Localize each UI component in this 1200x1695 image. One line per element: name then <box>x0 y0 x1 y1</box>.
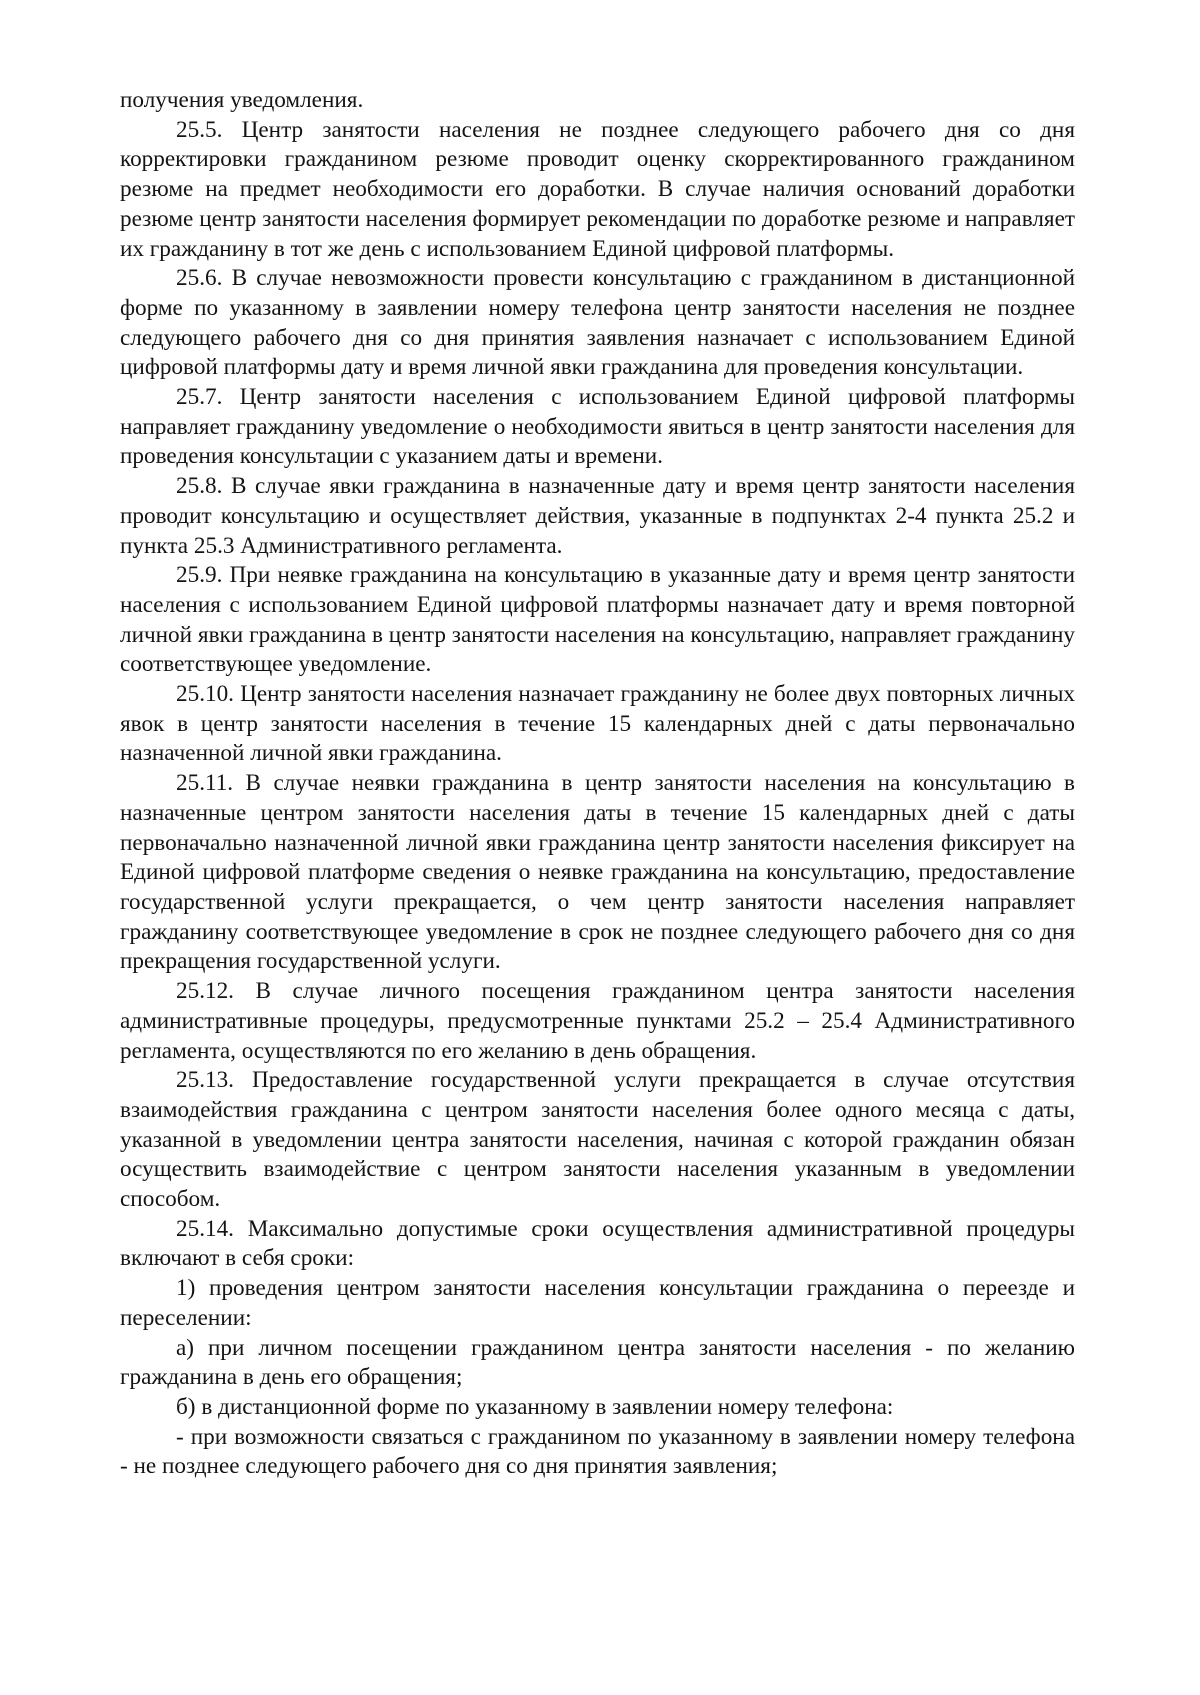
paragraph-25-5: 25.5. Центр занятости населения не позднее следующего рабочего дня со дня корректировки гражданином резюме проводит оценку скорректированного гражданином резюме на предмет необходимости его доработки. В случае наличия оснований доработки резюме центр занятости населения формирует рекомендации по доработке резюме и направляет их гражданину в тот же день с использованием Единой цифровой платформы. <box>120 116 1075 262</box>
document-body <box>120 86 1075 1482</box>
list-item-b: б) в дистанционной форме по указанному в заявлении номеру телефона: <box>176 1393 894 1420</box>
paragraph-25-9: 25.9. При неявке гражданина на консультацию в указанные дату и время центр занятости населения с использованием Единой цифровой платформы назначает дату и время повторной личной явки гражданина в центр занятости населения на консультацию, направляет гражданину соответствующее уведомление. <box>120 562 1075 678</box>
paragraph-25-10: 25.10. Центр занятости населения назначает гражданину не более двух повторных личных явок в центр занятости населения в течение 15 календарных дней с даты первоначально назначенной личной явки гражданина. <box>120 681 1075 767</box>
paragraph-continuation: получения уведомления. <box>120 87 364 113</box>
paragraph-25-8: 25.8. В случае явки гражданина в назначенные дату и время центр занятости населения проводит консультацию и осуществляет действия, указанные в подпунктах 2-4 пункта 25.2 и пункта 25.3 Административного регламента. <box>120 473 1075 559</box>
paragraph-25-6: 25.6. В случае невозможности провести консультацию с гражданином в дистанционной форме по указанному в заявлении номеру телефона центр занятости населения не позднее следующего рабочего дня со дня принятия заявления назначает с использованием Единой цифровой платформы дату и время личной явки гражданина для проведения консультации. <box>120 265 1075 381</box>
list-item-1: 1) проведения центром занятости населения консультации гражданина о переезде и переселении: <box>120 1275 1075 1331</box>
paragraph-25-7: 25.7. Центр занятости населения с использованием Единой цифровой платформы направляет гражданину уведомление о необходимости явиться в центр занятости населения для проведения консультации с указанием даты и времени. <box>120 384 1075 470</box>
list-item-dash: - при возможности связаться с гражданином по указанному в заявлении номеру телефона - не позднее следующего рабочего дня со дня принятия заявления; <box>120 1423 1075 1480</box>
paragraph-25-14: 25.14. Максимально допустимые сроки осуществления административной процедуры включают в себя сроки: <box>120 1215 1075 1272</box>
paragraph-25-12: 25.12. В случае личного посещения гражданином центра занятости населения административные процедуры, предусмотренные пунктами 25.2 – 25.4 Административного регламента, осуществляются по его желанию в день обращения. <box>120 978 1075 1064</box>
paragraph-25-11: 25.11. В случае неявки гражданина в центр занятости населения на консультацию в назначенные центром занятости населения даты в течение 15 календарных дней с даты первоначально назначенной личной явки гражданина центр занятости населения фиксирует на Единой цифровой платформе сведения о неявке гражданина на консультацию, предоставление государственной услуги прекращается, о чем центр занятости населения направляет гражданину соответствующее уведомление в срок не позднее следующего рабочего дня со дня прекращения государственной услуги. <box>120 770 1075 975</box>
list-item-a: а) при личном посещении гражданином центра занятости населения - по желанию гражданина в день его обращения; <box>120 1334 1075 1391</box>
paragraph-25-13: 25.13. Предоставление государственной услуги прекращается в случае отсутствия взаимодействия гражданина с центром занятости населения более одного месяца с даты, указанной в уведомлении центра занятости населения, начиная с которой гражданин обязан осуществить взаимодействие с центром занятости населения указанным в уведомлении способом. <box>120 1067 1075 1213</box>
